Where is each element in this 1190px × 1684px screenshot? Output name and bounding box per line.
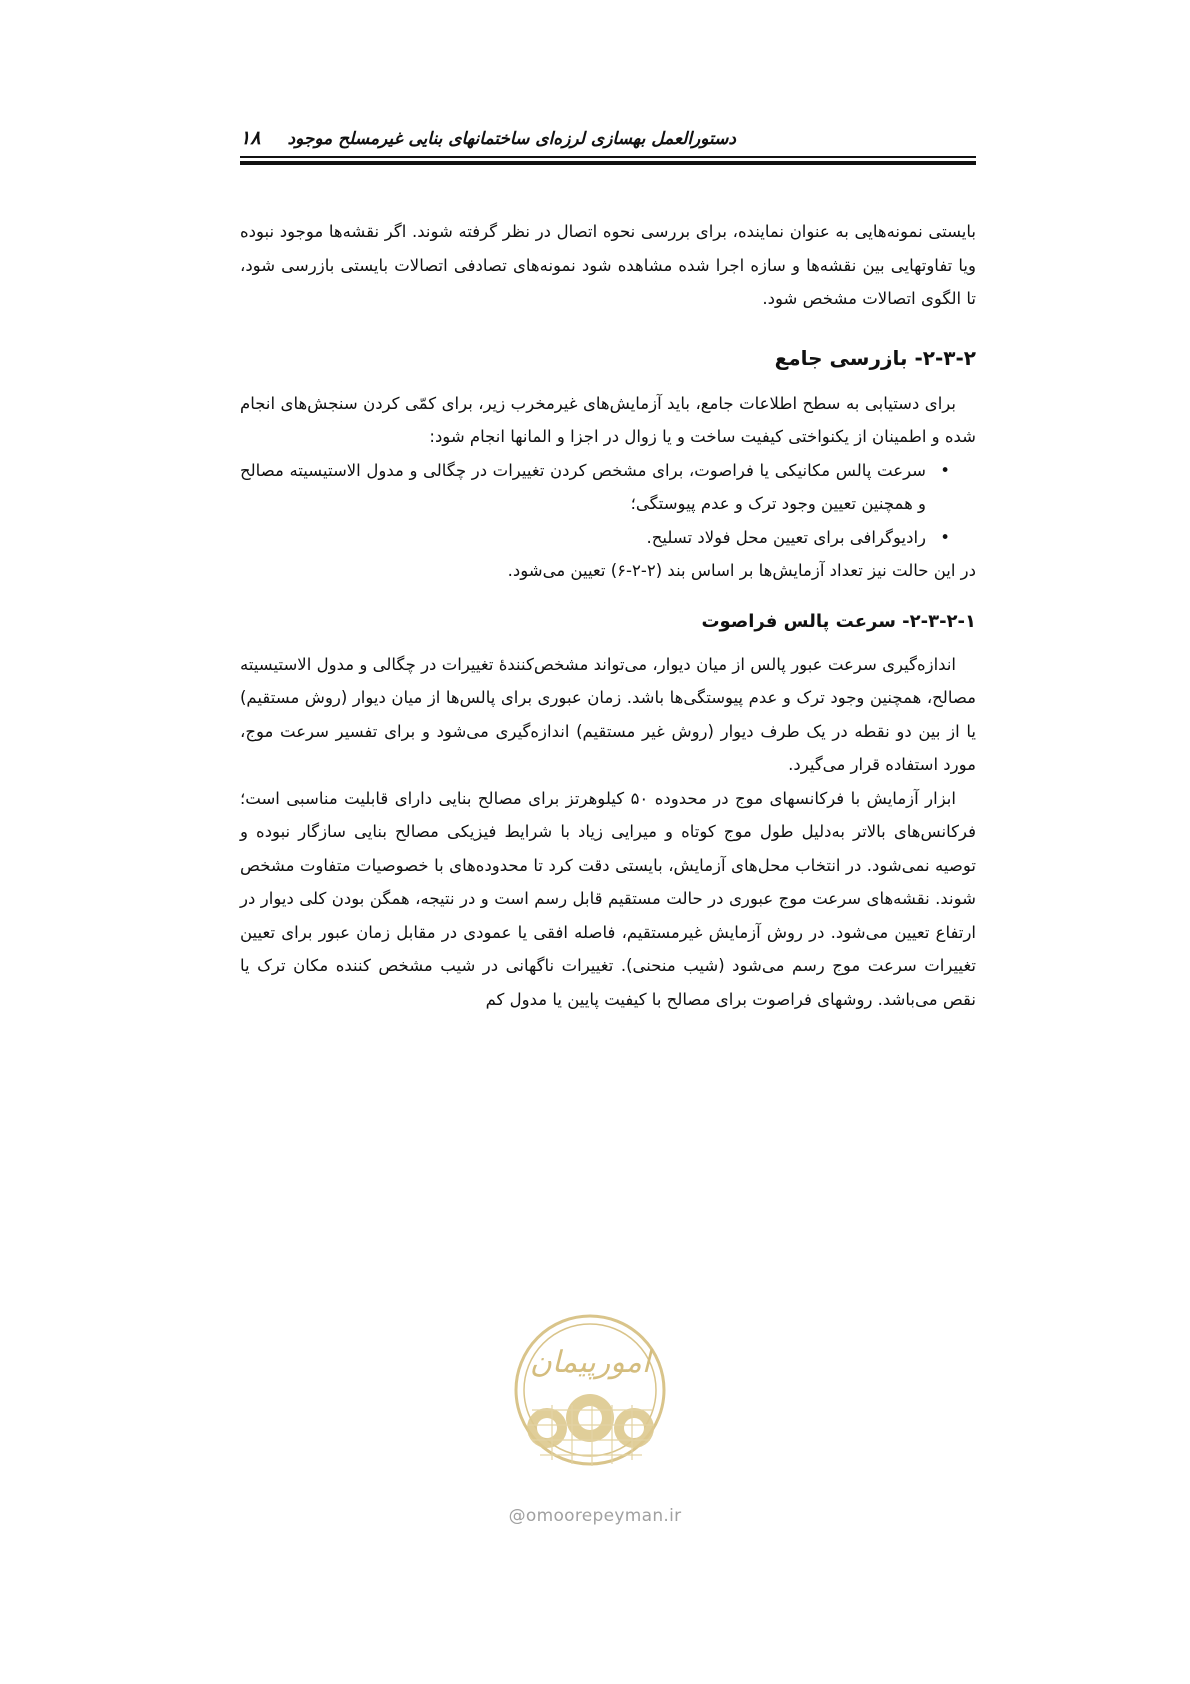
list-item	[240, 454, 976, 521]
section-heading-comprehensive-inspection: ۲-۳-۲- بازرسی جامع	[774, 345, 976, 370]
paragraph-3: در این حالت نیز تعداد آزمایش‌ها بر اساس بند (۲-۲-۶) تعیین می‌شود.	[507, 561, 976, 580]
watermark-logo-text: امورپیمان	[529, 1345, 651, 1380]
header-rule-thin	[240, 156, 976, 158]
body-text	[240, 215, 976, 1016]
at-icon: @	[508, 1506, 526, 1526]
bullet-icon: •	[940, 527, 950, 547]
list-item-text: رادیوگرافی برای تعیین محل فولاد تسلیح.	[646, 527, 926, 547]
header-rule-thick	[240, 161, 976, 165]
list-item	[240, 521, 976, 555]
page-number: ۱۸	[240, 127, 261, 149]
header-title: دستورالعمل بهسازی لرزه‌ای ساختمانهای بنایی غیرمسلح موجود	[287, 129, 736, 149]
running-header	[240, 125, 976, 155]
paragraph-4: اندازه‌گیری سرعت عبور پالس از میان دیوار، می‌تواند مشخص‌کنندهٔ تغییرات در چگالی و مدول الاستیسیته مصالح، همچنین وجود ترک و عدم پیوستگی‌ها باشد. زمان عبوری برای پالس‌ها از میان دیوار (روش مستقیم) یا از بین دو نقطه در یک طرف دیوار (روش غیر مستقیم) اندازه‌گیری می‌شود و برای تفسیر سرعت موج، مورد استفاده قرار می‌گیرد.	[240, 654, 976, 774]
subsection-heading-ultrasonic-pulse: ۲-۳-۲-۱- سرعت پالس فراصوت	[701, 610, 976, 632]
list-item-text: سرعت پالس مکانیکی یا فراصوت، برای مشخص کردن تغییرات در چگالی و مدول الاستیسیته مصالح و همچنین تعیین وجود ترک و عدم پیوستگی؛	[240, 460, 926, 513]
paragraph-1: بایستی نمونه‌هایی به عنوان نماینده، برای بررسی نحوه اتصال در نظر گرفته شوند. اگر نقشه‌ها موجود نبوده ویا تفاوتهایی بین نقشه‌ها و سازه اجرا شده مشاهده شود نمونه‌های تصادفی اتصالات بایستی بازرسی شود، تا الگوی اتصالات مشخص شود.	[240, 222, 976, 308]
paragraph-2: برای دستیابی به سطح اطلاعات جامع، باید آزمایش‌های غیرمخرب زیر، برای کمّی کردن سنجش‌های انجام شده و اطمینان از یکنواختی کیفیت ساخت و یا زوال در اجزا و المانها انجام شود:	[240, 393, 976, 446]
paragraph-5: ابزار آزمایش با فرکانسهای موج در محدوده ۵۰ کیلوهرتز برای مصالح بنایی دارای قابلیت مناسبی است؛ فرکانس‌های بالاتر به‌دلیل طول موج کوتاه و میرایی زیاد با شرایط فیزیکی مصالح بنایی سازگار نبوده و توصیه نمی‌شود. در انتخاب محل‌های آزمایش، بایستی دقت کرد تا محدوده‌های با خصوصیات متفاوت مشخص شوند. نقشه‌های سرعت موج عبوری در حالت مستقیم قابل رسم است و در نتیجه، همگن بودن کلی دیوار در ارتفاع تعیین می‌شود. در روش آزمایش غیرمستقیم، فاصله افقی یا عمودی در مقابل زمان عبور برای تعیین تغییرات سرعت موج رسم می‌شود (شیب منحنی). تغییرات ناگهانی در شیب مشخص کننده مکان ترک یا نقص می‌باشد. روشهای فراصوت برای مصالح با کیفیت پایین یا مدول کم	[240, 788, 976, 1009]
test-list	[240, 454, 976, 555]
watermark-logo-icon	[492, 1310, 688, 1470]
watermark-website: @omoorepeyman.ir	[508, 1506, 682, 1526]
bullet-icon: •	[940, 460, 950, 480]
